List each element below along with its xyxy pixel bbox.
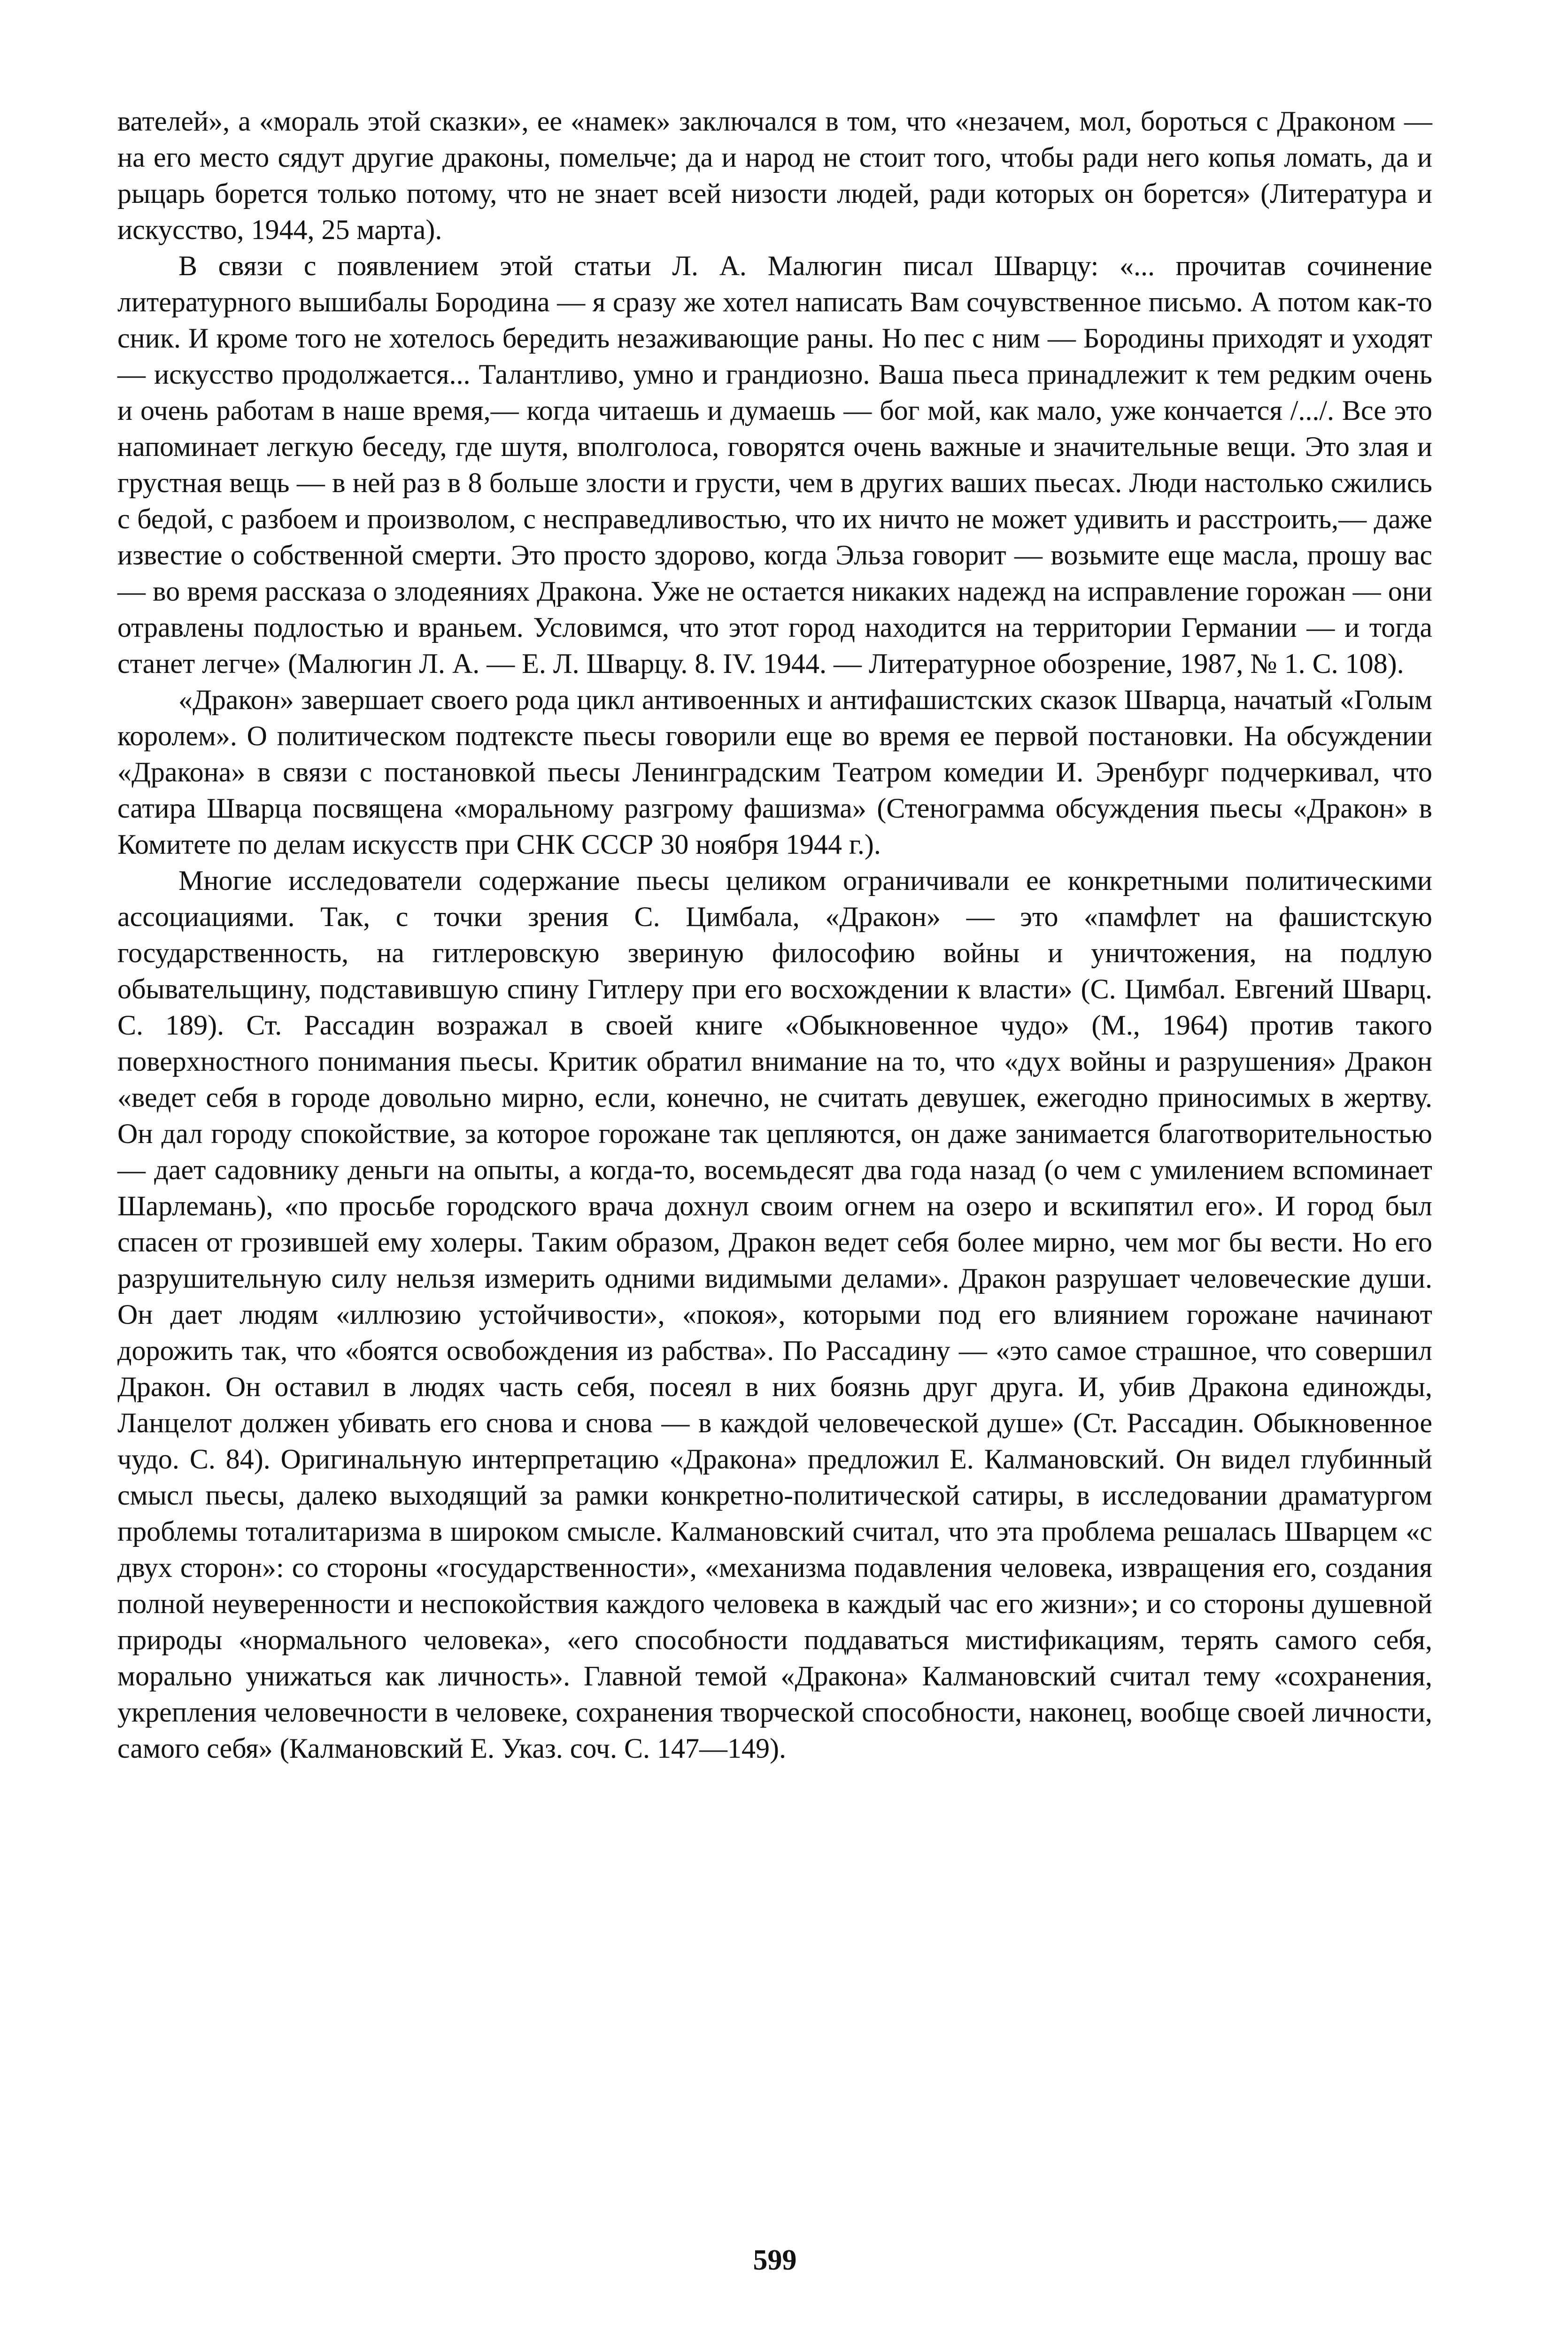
paragraph-3: «Дракон» завершает своего рода цикл антивоенных и антифашистских сказок Шварца, начатый «Голым королем». О политическом подтексте пьесы говорили еще во время ее первой постановки. На обсуждении «Дракона» в связи с постановкой пьесы Ленинградским Театром комедии И. Эренбург подчеркивал, что сатира Шварца посвящена «моральному разгрому фашизма» (Стенограмма обсуждения пьесы «Дракон» в Комитете по делам искусств при СНК СССР 30 ноября 1944 г.). [117, 684, 1432, 860]
paragraph-4: Многие исследователи содержание пьесы целиком ограничивали ее конкретными политическими ассоциациями. Так, с точки зрения С. Цимбала, «Дракон» — это «памфлет на фашистскую государственность, на гитлеровскую звериную философию войны и уничтожения, на подлую обывательщину, подставившую спину Гитлеру при его восхождении к власти» (С. Цимбал. Евгений Шварц. С. 189). Ст. Рассадин возражал в своей книге «Обыкновенное чудо» (М., 1964) против такого поверхностного понимания пьесы. Критик обратил внимание на то, что «дух войны и разрушения» Дракон «ведет себя в городе довольно мирно, если, конечно, не считать девушек, ежегодно приносимых в жертву. Он дал городу спокойствие, за которое горожане так цепляются, он даже занимается благотворительностью — дает садовнику деньги на опыты, а когда-то, восемьдесят два года назад (о чем с умилением вспоминает Шарлемань), «по просьбе городского врача дохнул своим огнем на озеро и вскипятил его». И город был спасен от грозившей ему холеры. Таким образом, Дракон ведет себя более мирно, чем мог бы вести. Но его разрушительную силу нельзя измерить одними видимыми делами». Дракон разрушает человеческие души. Он дает людям «иллюзию устойчивости», «покоя», которыми под его влиянием горожане начинают дорожить так, что «боятся освобождения из рабства». По Рассадину — «это самое страшное, что совершил Дракон. Он оставил в людях часть себя, посеял в них боязнь друг друга. И, убив Дракона единожды, Ланцелот должен убивать его снова и снова — в каждой человеческой душе» (Ст. Рассадин. Обыкновенное чудо. С. 84). Оригинальную интерпретацию «Дракона» предложил Е. Калмановский. Он видел глубинный смысл пьесы, далеко выходящий за рамки конкретно-политической сатиры, в исследовании драматургом проблемы тоталитаризма в широком смысле. Калмановский считал, что эта проблема решалась Шварцем «с двух сторон»: со стороны «государственности», «механизма подавления человека, извращения его, создания полной неуверенности и неспокойствия каждого человека в каждый час его жизни»; и со стороны душевной природы «нормального человека», «его способности поддаваться мистификациям, терять самого себя, морально унижаться как личность». Главной темой «Дракона» Калмановский считал тему «сохранения, укрепления человечности в человеке, сохранения творческой способности, наконец, вообще своей личности, самого себя» (Калмановский Е. Указ. соч. С. 147—149). [117, 865, 1432, 1764]
paragraph-1: вателей», а «мораль этой сказки», ее «намек» заключался в том, что «незачем, мол, бороться с Драконом — на его место сядут другие драконы, помельче; да и народ не стоит того, чтобы ради него копья ломать, да и рыцарь борется только потому, что не знает всей низости людей, ради которых он борется» (Литература и искусство, 1944, 25 марта). [117, 106, 1432, 245]
paragraph-2: В связи с появлением этой статьи Л. А. Малюгин писал Шварцу: «... прочитав сочинение литературного вышибалы Бородина — я сразу же хотел написать Вам сочувственное письмо. А потом как-то сник. И кроме того не хотелось бередить незаживающие раны. Но пес с ним — Бородины приходят и уходят — искусство продолжается... Талантливо, умно и грандиозно. Ваша пьеса принадлежит к тем редким очень и очень работам в наше время,— когда читаешь и думаешь — бог мой, как мало, уже кончается /.../. Все это напоминает легкую беседу, где шутя, вполголоса, говорятся очень важные и значительные вещи. Это злая и грустная вещь — в ней раз в 8 больше злости и грусти, чем в других ваших пьесах. Люди настолько сжились с бедой, с разбоем и произволом, с несправедливостью, что их ничто не может удивить и расстроить,— даже известие о собственной смерти. Это просто здорово, когда Эльза говорит — возьмите еще масла, прошу вас — во время рассказа о злодеяниях Дракона. Уже не остается никаких надежд на исправление горожан — они отравлены подлостью и враньем. Условимся, что этот город находится на территории Германии — и тогда станет легче» (Малюгин Л. А. — Е. Л. Шварцу. 8. IV. 1944. — Литературное обозрение, 1987, № 1. С. 108). [117, 250, 1432, 679]
page-number: 599 [753, 2244, 797, 2276]
page-body [117, 103, 1432, 2310]
